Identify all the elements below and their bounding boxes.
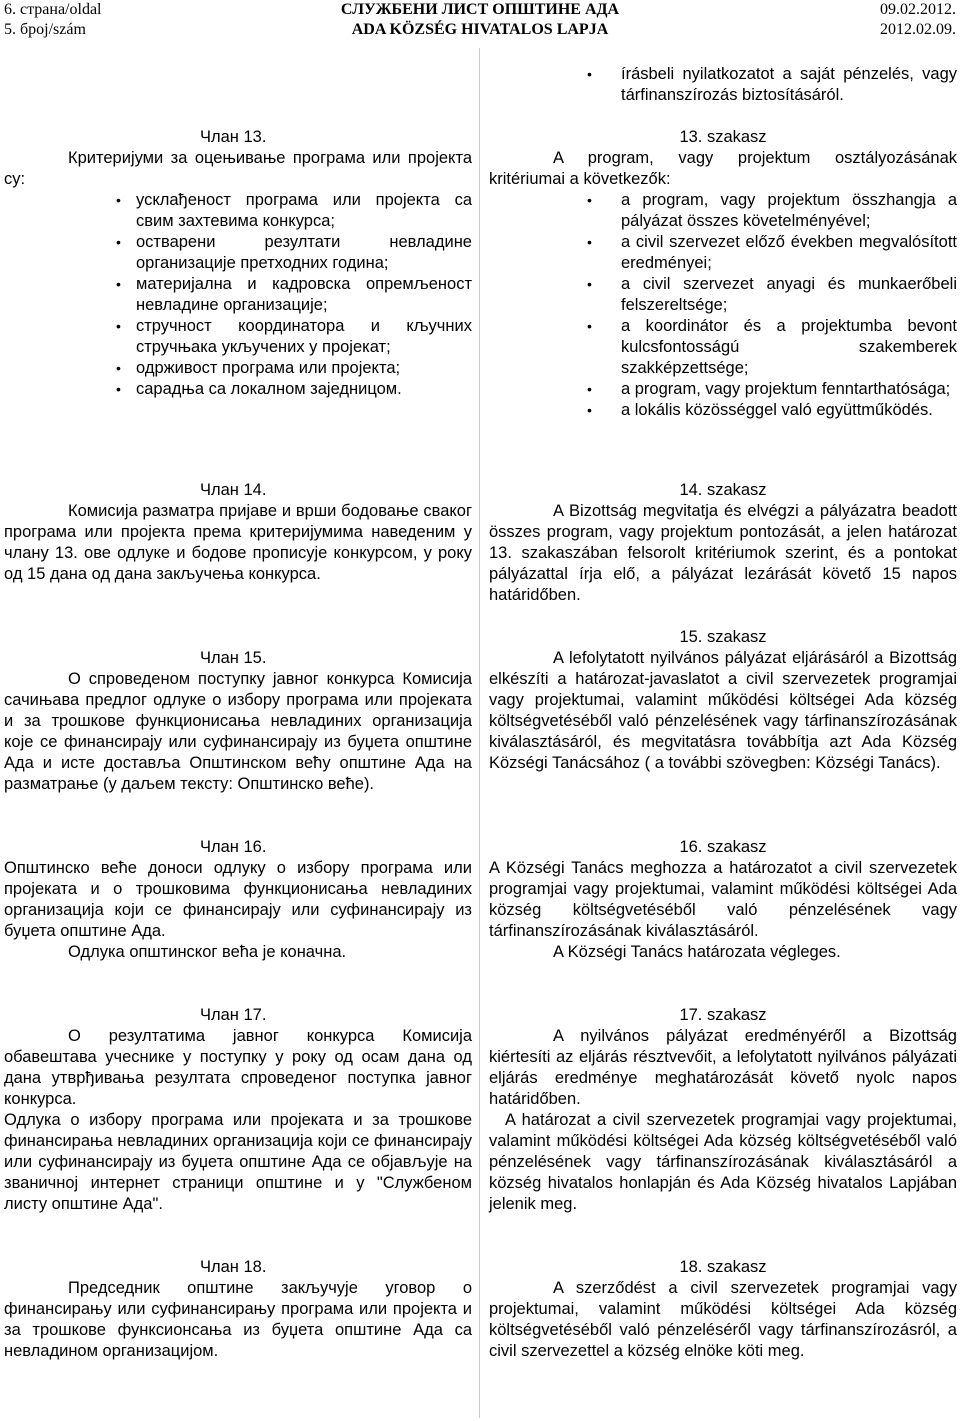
article-text: A szerződést a civil szervezetek programjai vagy projektumai, valamint működési költségei Ada község költségvetéséből való pénzeléséről vagy tárfinanszírozásról, a civil szervezettel a község elnöke köti meg.: [489, 1279, 957, 1360]
list-item: • одрживост програма или пројекта;: [4, 358, 472, 379]
article-title: Члан 13.: [200, 128, 267, 146]
list-item: • a lokális közösséggel való együttműködés.: [489, 400, 957, 421]
article-title: 13. szakasz: [679, 128, 767, 146]
list-item: • a program, vagy projektum fenntarthatósága;: [489, 379, 957, 400]
article-title: Члан 15.: [200, 649, 267, 667]
sr-article-15: [4, 648, 472, 795]
list-item: • a civil szervezet előző években megvalósított eredményei;: [489, 232, 957, 274]
hu-article-15: [489, 627, 957, 774]
article-text-2: Одлука о избору програма или пројеката и за трошкове финансирања невладиних организација који се финансирају или суфинансирају из буџета општине Ада се објављује на званичној интернет страници општине и у "Службеном листу општине Ада".: [4, 1111, 472, 1213]
article-text: Општинско веће доноси одлуку о избору програма или пројеката и о трошковима функционисања невладиних организација који се финансирају или суфинансирају из буџета општине Ада.: [4, 859, 472, 940]
article-title: Члан 16.: [200, 838, 267, 856]
article-text: A nyilvános pályázat eredményéről a Bizottság kiértesíti az eljárás résztvevőit, a lefolytatott nyilvános pályázati eljárás eredménye meghatározását követő nyolc napos határidőben.: [489, 1027, 957, 1108]
list-item: • усклађеност програма или пројекта са свим захтевима конкурса;: [4, 190, 472, 232]
sr-article-18: [4, 1257, 472, 1362]
date-hu: 2012.02.09.: [880, 21, 956, 38]
article-title: 14. szakasz: [679, 481, 767, 499]
criteria-list: [489, 190, 957, 421]
article-intro: Критеријуми за оцењивање програма или пројекта су:: [4, 149, 472, 188]
list-item: • a program, vagy projektum összhangja a pályázat összes követelményével;: [489, 190, 957, 232]
article-text-2: Одлука општинског већа је коначна.: [68, 943, 347, 961]
article-text: Комисија разматра пријаве и врши бодовање сваког програма или пројекта према критеријумима наведеним у члану 13. ове одлуке и бодове прописује конкурсом, у року од 15 дана од дана закључења конкурса.: [4, 502, 472, 583]
list-item: • сарадња са локалном заједницом.: [4, 379, 472, 400]
list-item: • стручност координатора и кључних стручњака укључених у пројекат;: [4, 316, 472, 358]
page-header: [0, 0, 960, 42]
continued-list: [489, 64, 957, 106]
date-sr: 09.02.2012.: [880, 1, 956, 18]
article-title: Члан 18.: [200, 1258, 267, 1276]
article-title: Члан 14.: [200, 481, 267, 499]
article-text: A Bizottság megvitatja és elvégzi a pályázatra beadott összes program, vagy projektum pontozását, a jelen határozat 13. szakaszában felsorolt kritériumok szerint, és a pontokat pályázattal írja elő, a pályázat lezárását követő 15 napos határidőben.: [489, 502, 957, 604]
hu-article-14: [489, 480, 957, 606]
article-intro: A program, vagy projektum osztályozásának kritériumai a következők:: [489, 149, 957, 188]
article-text: A lefolytatott nyilvános pályázat eljárásáról a Bizottság elkészíti a határozat-javaslatot a civil szervezetek programjai vagy projektumai, valamint működési költségei Ada község költségvetéséből való pénzelésének vagy tárfinanszírozásának kiválasztásáról, és megvitatásra továbbítja azt Ada Község Községi Tanácsához ( a további szövegben: Községi Tanács).: [489, 649, 957, 772]
column-divider: [479, 48, 480, 1418]
gazette-title-sr: СЛУЖБЕНИ ЛИСТ ОПШТИНЕ АДА: [340, 1, 620, 18]
list-item: • материјална и кадровска опремљеност невладине организације;: [4, 274, 472, 316]
issue-number: 5. број/szám: [4, 21, 86, 38]
article-title: 18. szakasz: [679, 1258, 767, 1276]
article-text: Председник општине закључује уговор о финансирању или суфинансирању програма или пројекта и за трошкове функсионсања из буџета општине Ада са невладином организацијом.: [4, 1279, 472, 1360]
list-item: • остварени резултати невладине организације претходних година;: [4, 232, 472, 274]
article-text-2: A Községi Tanács határozata végleges.: [553, 943, 841, 961]
list-item: • írásbeli nyilatkozatot a saját pénzelés, vagy tárfinanszírozás biztosításáról.: [489, 64, 957, 106]
article-text-2: A határozat a civil szervezetek programjai vagy projektumai, valamint működési költségei Ada község költségvetéséből való pénzelésének vagy tárfinanszírozásának kiválasztásáról a község hivatalos honlapján és Ada Község hivatalos Lapjában jelenik meg.: [489, 1111, 957, 1213]
hu-article-17: [489, 1005, 957, 1215]
sr-article-17: [4, 1005, 472, 1215]
article-text: О спроведеном поступку јавног конкурса Комисија сачињава предлог одлуке о избору програма или пројеката и за трошкове функционисања невладиних организација које се финансирају или суфинансирају из буџета општине Ада и исте доставља Општинском већу општине Ада на разматрање (у даљем тексту: Општинско веће).: [4, 670, 472, 793]
page-number: 6. страна/oldal: [4, 1, 102, 18]
article-text: A Községi Tanács meghozza a határozatot a civil szervezetek programjai vagy projektumai, valamint működési költségei Ada község költségvetéséből való pénzelésének vagy tárfinanszírozásának kiválasztásáról.: [489, 859, 957, 940]
hu-article-13: [489, 127, 957, 421]
hu-article-16: [489, 837, 957, 963]
criteria-list: [4, 190, 472, 400]
article-title: 17. szakasz: [679, 1006, 767, 1024]
gazette-title-hu: ADA KÖZSÉG HIVATALOS LAPJA: [351, 21, 609, 38]
hu-article-18: [489, 1257, 957, 1362]
article-title: 16. szakasz: [679, 838, 767, 856]
article-text: О резултатима јавног конкурса Комисија обавештава учеснике у поступку у року од осам дана од дана утврђивања резултата спроведеног поступка јавног конкурса.: [4, 1027, 472, 1108]
sr-article-16: [4, 837, 472, 963]
sr-article-13: [4, 127, 472, 400]
hu-continued-item: [489, 64, 957, 106]
sr-article-14: [4, 480, 472, 585]
article-title: Члан 17.: [200, 1006, 267, 1024]
list-item: • a koordinátor és a projektumba bevont kulcsfontosságú szakemberek szakképzettsége;: [489, 316, 957, 379]
list-item: • a civil szervezet anyagi és munkaerőbeli felszereltsége;: [489, 274, 957, 316]
article-title: 15. szakasz: [679, 628, 767, 646]
